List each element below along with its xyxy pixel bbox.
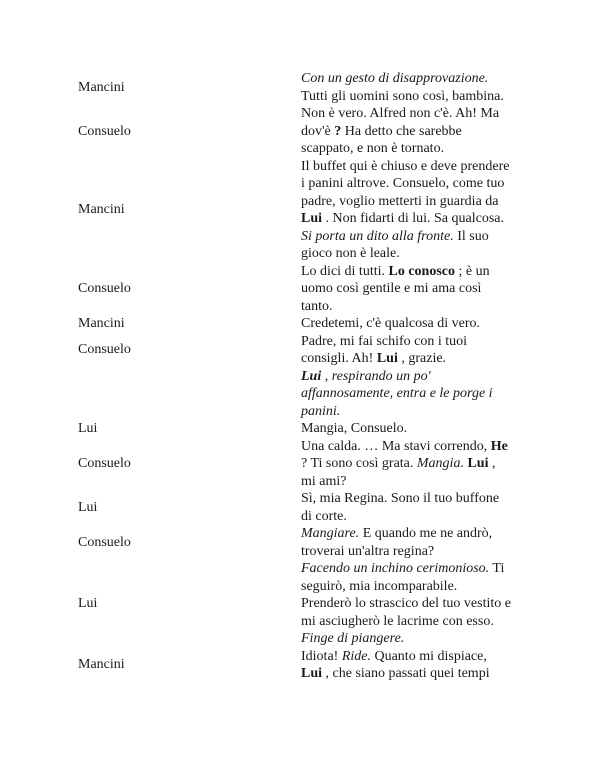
dialogue-text	[301, 70, 536, 105]
text-segment: , respirando un po'	[321, 368, 431, 384]
text-segment: Lui	[301, 368, 322, 384]
dialogue-text	[301, 263, 536, 316]
text-line	[301, 158, 536, 176]
text-segment: Facendo un inchino cerimonioso.	[301, 561, 490, 576]
text-line	[301, 665, 536, 683]
speaker-name: Mancini	[78, 202, 125, 218]
text-segment: seguirò, mia incomparabile.	[301, 578, 458, 594]
text-line	[301, 508, 536, 526]
text-line	[301, 420, 536, 438]
text-segment: Lo conosco	[388, 263, 455, 279]
text-segment: , che siano passati quei tempi	[322, 666, 490, 681]
speaker-name: Mancini	[78, 316, 125, 331]
text-line	[301, 228, 536, 246]
text-line	[301, 455, 536, 473]
dialogue-text	[301, 525, 536, 560]
text-segment: Tutti gli uomini sono così, bambina.	[301, 88, 504, 104]
text-line	[301, 490, 536, 508]
text-segment: Sì, mia Regina. Sono il tuo buffone	[301, 491, 500, 506]
dialogue-row	[0, 333, 600, 368]
text-segment: Mangia, Consuelo.	[301, 421, 408, 436]
text-segment: consigli. Ah!	[301, 351, 377, 366]
text-segment: Non è vero. Alfred non c'è. Ah! Ma	[301, 106, 500, 121]
text-line	[301, 613, 536, 631]
text-line	[301, 473, 536, 491]
text-segment: Lui	[301, 211, 323, 226]
speaker-name: Lui	[78, 499, 98, 515]
dialogue-row	[0, 263, 600, 316]
text-segment: mi asciugherò le lacrime con esso.	[301, 613, 494, 629]
text-segment: gioco non è leale.	[301, 246, 400, 261]
text-line	[301, 595, 536, 613]
text-segment: scappato, e non è tornato.	[301, 141, 445, 156]
dialogue-text	[301, 560, 536, 648]
text-line	[301, 385, 536, 403]
text-segment: mi ami?	[301, 473, 347, 489]
text-segment: Lui	[467, 456, 489, 471]
text-segment: He	[490, 438, 508, 454]
text-line	[301, 245, 536, 263]
text-line	[301, 438, 536, 456]
text-line	[301, 88, 536, 106]
text-segment: panini.	[301, 403, 341, 419]
dialogue-row	[0, 525, 600, 560]
text-segment: Lo dici di tutti.	[301, 263, 389, 279]
text-segment: , grazie.	[397, 351, 447, 366]
dialogue-text	[301, 158, 536, 263]
dialogue-text	[301, 368, 536, 421]
text-line	[301, 105, 536, 123]
speaker-name: Consuelo	[78, 123, 131, 139]
text-line	[301, 648, 536, 666]
dialogue-text	[301, 438, 536, 491]
text-segment: Il buffet qui è chiuso e deve prendere	[301, 158, 510, 174]
dialogue-row	[0, 105, 600, 158]
dialogue-row	[0, 438, 600, 491]
text-segment: Il suo	[453, 228, 489, 244]
text-segment: troverai un'altra regina?	[301, 543, 435, 559]
text-segment: ; è un	[455, 263, 490, 279]
text-line	[301, 193, 536, 211]
text-line	[301, 525, 536, 543]
dialogue-row	[0, 158, 600, 263]
text-segment: uomo così gentile e mi ama così	[301, 281, 482, 296]
speaker-name: Consuelo	[78, 534, 131, 550]
dialogue-row	[0, 315, 600, 333]
text-segment: Padre, mi fai schifo con i tuoi	[301, 333, 468, 349]
text-line	[301, 140, 536, 158]
text-segment: Si porta un dito alla fronte.	[301, 228, 454, 244]
speaker-name: Consuelo	[78, 342, 131, 358]
dialogue-row	[0, 490, 600, 525]
text-line	[301, 560, 536, 578]
speaker-name: Lui	[78, 596, 98, 611]
dialogue-row	[0, 420, 600, 438]
dialogue-row	[0, 648, 600, 683]
speaker-name: Mancini	[78, 657, 125, 673]
dialogue-row	[0, 560, 600, 648]
text-segment: ? Ti sono così grata.	[301, 456, 417, 471]
text-segment: E quando me ne andrò,	[359, 526, 493, 541]
text-line	[301, 123, 536, 141]
text-line	[301, 298, 536, 316]
text-segment: Mangiare.	[301, 526, 360, 541]
text-segment: Con un gesto di disapprovazione.	[301, 71, 489, 86]
speaker-name: Mancini	[78, 79, 125, 95]
text-line	[301, 280, 536, 298]
text-line	[301, 210, 536, 228]
text-segment: Prenderò lo strascico del tuo vestito e	[301, 596, 511, 611]
text-line	[301, 403, 536, 421]
text-line	[301, 368, 536, 386]
text-segment: affannosamente, entra e le porge i	[301, 386, 493, 401]
dialogue-text	[301, 420, 536, 438]
text-segment: dov'è	[301, 123, 335, 139]
text-segment: . Non fidarti di lui. Sa qualcosa.	[322, 211, 504, 226]
speaker-name: Consuelo	[78, 456, 131, 471]
text-line	[301, 175, 536, 193]
dialogue-text	[301, 648, 536, 683]
text-line	[301, 263, 536, 281]
text-segment: Idiota!	[301, 648, 342, 664]
dialogue-text	[301, 333, 536, 368]
text-segment: i panini altrove. Consuelo, come tuo	[301, 176, 505, 191]
text-segment: Ha detto che sarebbe	[341, 123, 462, 139]
text-line	[301, 578, 536, 596]
dialogue-row	[0, 70, 600, 105]
text-line	[301, 543, 536, 561]
dialogue-text	[301, 315, 536, 333]
text-segment: Lui	[301, 666, 323, 681]
text-segment: ,	[488, 456, 496, 471]
text-line	[301, 315, 536, 333]
text-segment: Quanto mi dispiace,	[370, 648, 487, 664]
text-segment: Ti	[489, 561, 505, 576]
dialogue-text	[301, 490, 536, 525]
text-segment: Credetemi, c'è qualcosa di vero.	[301, 316, 481, 331]
text-segment: Mangia.	[416, 456, 464, 471]
text-segment: Ride.	[341, 648, 371, 664]
text-line	[301, 333, 536, 351]
text-segment: padre, voglio metterti in guardia da	[301, 193, 499, 209]
text-segment: di corte.	[301, 508, 347, 524]
text-line	[301, 70, 536, 88]
dialogue-text	[301, 105, 536, 158]
text-segment: Finge di piangere.	[301, 631, 405, 646]
speaker-name: Consuelo	[78, 281, 131, 296]
text-line	[301, 630, 536, 648]
text-segment: Una calda. … Ma stavi correndo,	[301, 438, 491, 454]
text-segment: tanto.	[301, 298, 333, 314]
dialogue-row	[0, 368, 600, 421]
text-line	[301, 350, 536, 368]
text-segment: ?	[334, 123, 342, 139]
text-segment: Lui	[376, 351, 398, 366]
speaker-name: Lui	[78, 421, 98, 436]
